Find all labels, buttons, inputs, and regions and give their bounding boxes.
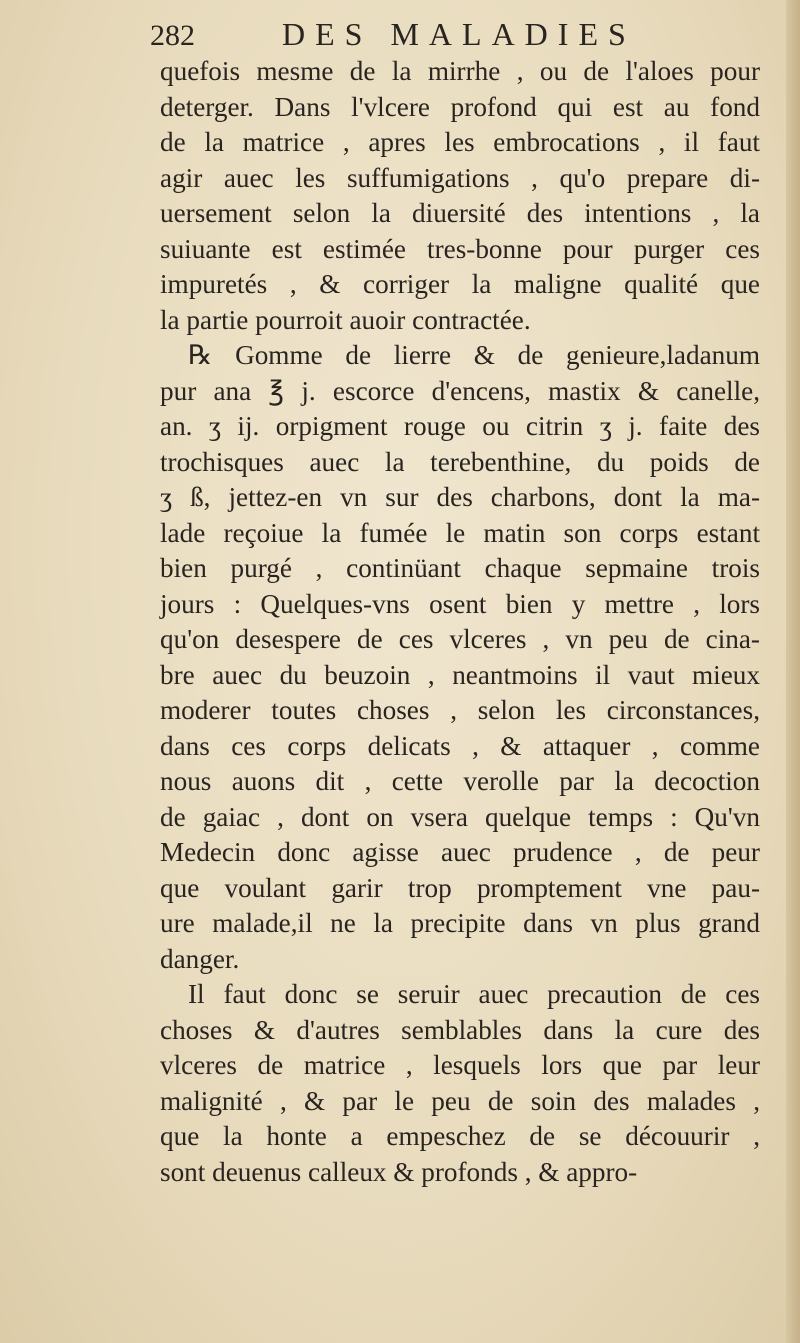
text-line: bien purgé , continüant chaque sepmaine trois	[160, 553, 760, 583]
text-line: trochisques auec la terebenthine, du poids de	[160, 446, 760, 477]
page-edge	[786, 0, 800, 1343]
text-block	[160, 54, 760, 1190]
text-line: Il faut donc se seruir auec precaution de ces	[188, 979, 760, 1009]
text-line: an. ʒ ij. orpigment rouge ou citrin ʒ j. faite des	[160, 411, 760, 441]
text-line: bre auec du beuzoin , neantmoins il vaut mieux	[160, 659, 760, 690]
text-line: Medecin donc agisse auec prudence , de peur	[160, 837, 760, 867]
text-line: lade reçoiue la fumée le matin son corps estant	[160, 517, 760, 548]
page-number: 282	[150, 19, 195, 52]
paragraph	[160, 338, 760, 977]
text-line: dans ces corps delicats , & attaquer , comme	[160, 730, 760, 761]
text-line: quefois mesme de la mirrhe , ou de l'aloes pour	[160, 56, 760, 86]
text-line: jours : Quelques-vns osent bien y mettre , lors	[160, 588, 760, 619]
running-head	[150, 16, 740, 56]
text-line: impuretés , & corriger la maligne qualité que	[160, 269, 760, 299]
text-line: nous auons dit , cette verolle par la decoction	[160, 766, 760, 796]
paragraph	[160, 54, 760, 338]
text-line: que voulant garir trop promptement vne pau-	[160, 872, 760, 903]
text-line: ure malade,il ne la precipite dans vn plus grand	[160, 908, 760, 938]
text-line: sont deuenus calleux & profonds , & appro-	[160, 1156, 638, 1187]
text-line: la partie pourroit auoir contractée.	[160, 304, 531, 335]
text-line: deterger. Dans l'vlcere profond qui est au fond	[160, 91, 760, 122]
text-line: ʒ ß, jettez-en vn sur des charbons, dont la ma-	[160, 482, 760, 512]
text-line: danger.	[160, 943, 240, 974]
paragraph	[160, 977, 760, 1190]
text-line: que la honte a empeschez de se découurir ,	[160, 1121, 760, 1151]
text-line: suiuante est estimée tres-bonne pour purger ces	[160, 233, 760, 264]
text-line: vlceres de matrice , lesquels lors que par leur	[160, 1050, 760, 1080]
text-line: uersement selon la diuersité des intentions , la	[160, 198, 760, 228]
text-line: ℞ Gomme de lierre & de genieure,ladanum	[188, 340, 760, 370]
text-line: choses & d'autres semblables dans la cure des	[160, 1014, 760, 1045]
text-line: de gaiac , dont on vsera quelque temps : Qu'vn	[160, 801, 760, 832]
text-line: malignité , & par le peu de soin des malades ,	[160, 1085, 760, 1116]
running-title: DES MALADIES	[282, 16, 636, 52]
text-line: qu'on desespere de ces vlceres , vn peu de cina-	[160, 624, 760, 654]
text-line: moderer toutes choses , selon les circonstances,	[160, 695, 760, 725]
text-line: agir auec les suffumigations , qu'o prepare di-	[160, 162, 760, 193]
text-line: de la matrice , apres les embrocations , il faut	[160, 127, 760, 157]
text-line: pur ana ℥ j. escorce d'encens, mastix & canelle,	[160, 375, 760, 406]
